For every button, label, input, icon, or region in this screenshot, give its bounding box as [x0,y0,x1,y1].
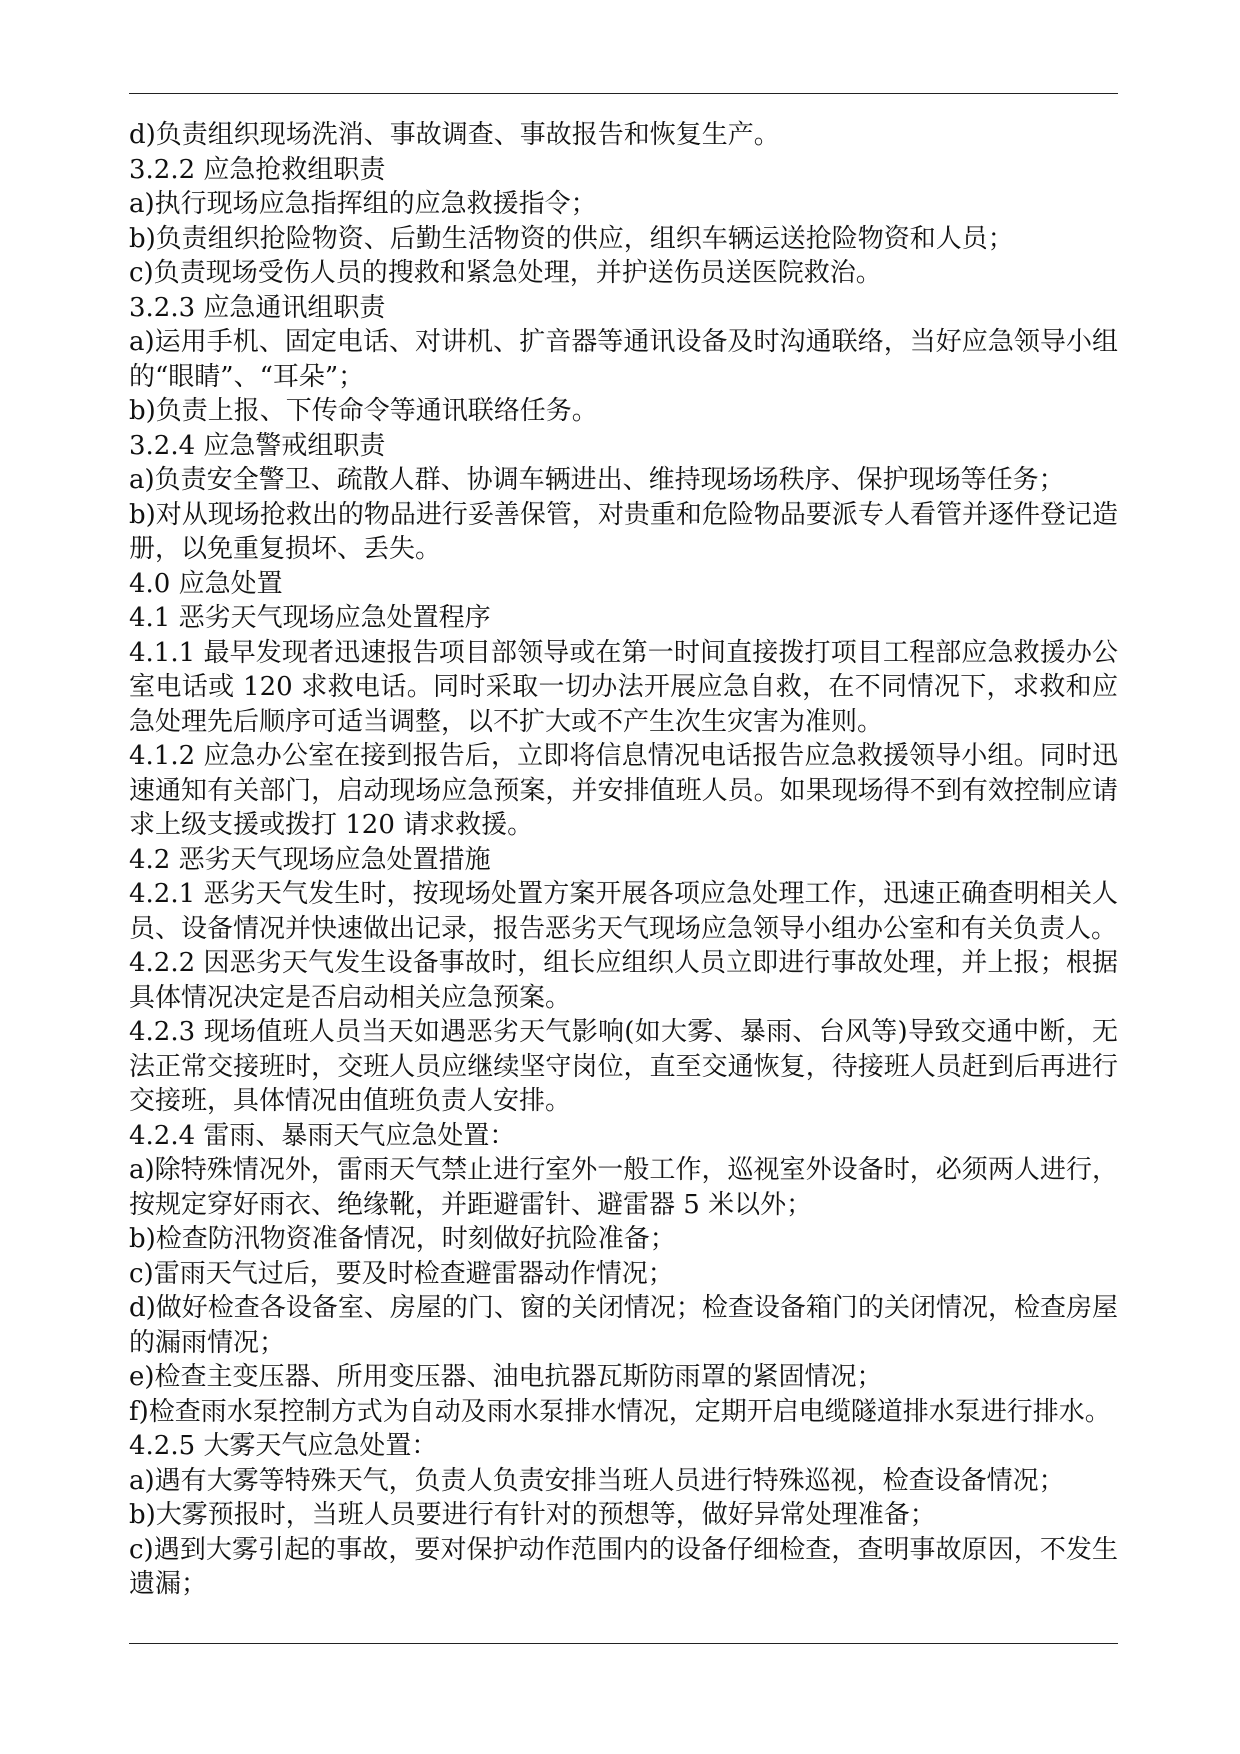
section-heading: 4.2.4 雷雨、暴雨天气应急处置： [129,1120,516,1151]
section-heading: 4.2 恶劣天气现场应急处置措施 [129,844,491,875]
section-heading: 4.0 应急处置 [129,568,283,599]
paragraph: 4.1.2 应急办公室在接到报告后，立即将信息情况电话报告应急救援领导小组。同时迅速通知有关部门，启动现场应急预案，并安排值班人员。如果现场得不到有效控制应请求上级支援或拨打 120 请求救援。 [129,741,1118,840]
paragraph: 4.2.1 恶劣天气发生时，按现场处置方案开展各项应急处理工作，迅速正确查明相关人员、设备情况并快速做出记录，报告恶劣天气现场应急领导小组办公室和有关负责人。 [129,879,1118,944]
paragraph: e)检查主变压器、所用变压器、油电抗器瓦斯防雨罩的紧固情况； [129,1362,883,1392]
footer-rule [129,1643,1118,1644]
paragraph: a)遇有大雾等特殊天气，负责人负责安排当班人员进行特殊巡视，检查设备情况； [129,1465,1065,1496]
paragraph: c)遇到大雾引起的事故，要对保护动作范围内的设备仔细检查，查明事故原因，不发生遗漏； [129,1534,1118,1599]
section-heading: 4.1 恶劣天气现场应急处置程序 [129,603,491,633]
section-heading: 3.2.4 应急警戒组职责 [129,430,386,461]
paragraph: b)对从现场抢救出的物品进行妥善保管，对贵重和危险物品要派专人看管并逐件登记造册，以免重复损坏、丢失。 [129,499,1118,564]
paragraph: d)负责组织现场洗消、事故调查、事故报告和恢复生产。 [129,120,780,150]
paragraph: 4.2.3 现场值班人员当天如遇恶劣天气影响(如大雾、暴雨、台风等)导致交通中断，无法正常交接班时，交班人员应继续坚守岗位，直至交通恢复，待接班人员赶到后再进行交接班，具体情况由值班负责人安排。 [129,1017,1118,1116]
paragraph: a)除特殊情况外，雷雨天气禁止进行室外一般工作，巡视室外设备时，必须两人进行，按规定穿好雨衣、绝缘靴，并距避雷针、避雷器 5 米以外； [129,1155,1118,1220]
paragraph: a)运用手机、固定电话、对讲机、扩音器等通讯设备及时沟通联络，当好应急领导小组的“眼睛”、“耳朵”； [129,327,1118,392]
paragraph: 4.2.2 因恶劣天气发生设备事故时，组长应组织人员立即进行事故处理，并上报；根据具体情况决定是否启动相关应急预案。 [129,948,1118,1013]
section-heading: 3.2.3 应急通讯组职责 [129,292,386,323]
section-heading: 4.2.5 大雾天气应急处置： [129,1431,438,1461]
paragraph: c)雷雨天气过后，要及时检查避雷器动作情况； [129,1258,674,1289]
paragraph: b)负责组织抢险物资、后勤生活物资的供应，组织车辆运送抢险物资和人员； [129,223,1014,254]
section-heading: 3.2.2 应急抢救组职责 [129,154,386,185]
paragraph: b)负责上报、下传命令等通讯联络任务。 [129,396,598,426]
paragraph: b)检查防汛物资准备情况，时刻做好抗险准备； [129,1224,676,1254]
header-rule [129,93,1118,94]
paragraph: a)负责安全警卫、疏散人群、协调车辆进出、维持现场场秩序、保护现场等任务； [129,465,1065,495]
paragraph: c)负责现场受伤人员的搜救和紧急处理，并护送伤员送医院救治。 [129,258,882,288]
paragraph: a)执行现场应急指挥组的应急救援指令； [129,189,597,219]
paragraph: 4.1.1 最早发现者迅速报告项目部领导或在第一时间直接拨打项目工程部应急救援办公室电话或 120 求救电话。同时采取一切办法开展应急自救，在不同情况下，求救和应急处理先后顺序可适当调整，以不扩大或不产生次生灾害为准则。 [129,637,1118,737]
paragraph: b)大雾预报时，当班人员要进行有针对的预想等，做好异常处理准备； [129,1500,936,1530]
paragraph: d)做好检查各设备室、房屋的门、窗的关闭情况；检查设备箱门的关闭情况，检查房屋的漏雨情况； [129,1293,1118,1358]
paragraph: f)检查雨水泵控制方式为自动及雨水泵排水情况，定期开启电缆隧道排水泵进行排水。 [129,1396,1111,1427]
document-body [129,118,1118,1602]
